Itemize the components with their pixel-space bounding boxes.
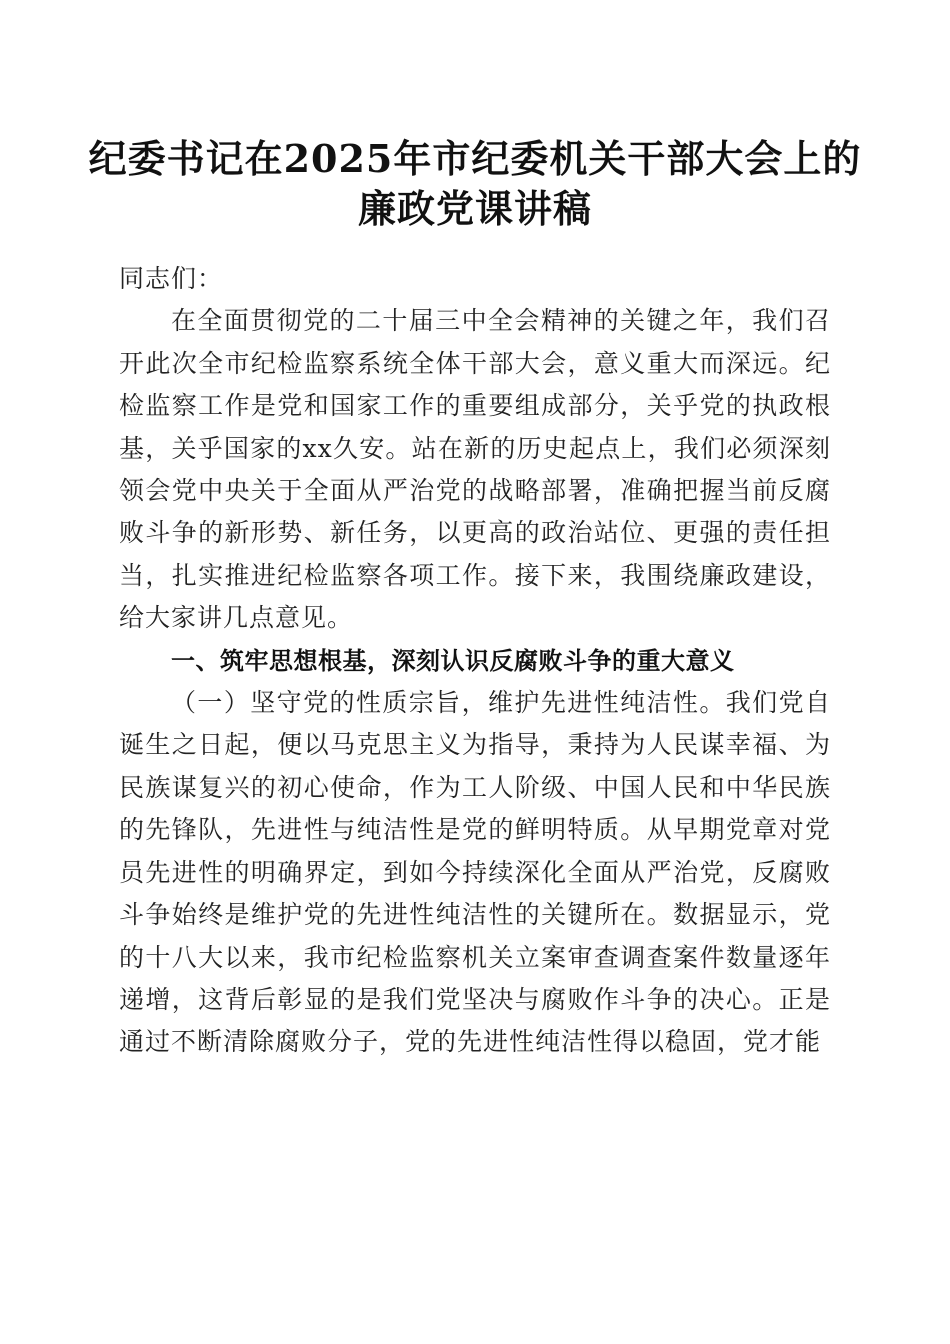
salutation: 同志们： xyxy=(119,264,224,293)
title-line-1: 纪委书记在2025年市纪委机关干部大会上的 xyxy=(88,136,862,181)
section-1-heading: 一、筑牢思想根基，深刻认识反腐败斗争的重大意义 xyxy=(171,646,735,675)
section-1-paragraph: （一）坚守党的性质宗旨，维护先进性纯洁性。我们党自诞生之日起，便以马克思主义为指导，秉持为人民谋幸福、为民族谋复兴的初心使命，作为工人阶级、中国人民和中华民族的先锋队，先进性与纯洁性是党的鲜明特质。从早期党章对党员先进性的明确界定，到如今持续深化全面从严治党，反腐败斗争始终是维护党的先进性纯洁性的关键所在。数据显示，党的十八大以来，我市纪检监察机关立案审查调查案件数量逐年递增，这背后彰显的是我们党坚决与腐败作斗争的决心。正是通过不断清除腐败分子，党的先进性纯洁性得以稳固，党才能 xyxy=(119,688,831,1057)
document-body xyxy=(119,258,831,1064)
title-line-2: 廉政党课讲稿 xyxy=(357,186,592,231)
document-title xyxy=(80,134,870,234)
intro-paragraph: 在全面贯彻党的二十届三中全会精神的关键之年，我们召开此次全市纪检监察系统全体干部大会，意义重大而深远。纪检监察工作是党和国家工作的重要组成部分，关乎党的执政根基，关乎国家的xx久安。站在新的历史起点上，我们必须深刻领会党中央关于全面从严治党的战略部署，准确把握当前反腐败斗争的新形势、新任务，以更高的政治站位、更强的责任担当，扎实推进纪检监察各项工作。接下来，我围绕廉政建设，给大家讲几点意见。 xyxy=(119,306,831,633)
